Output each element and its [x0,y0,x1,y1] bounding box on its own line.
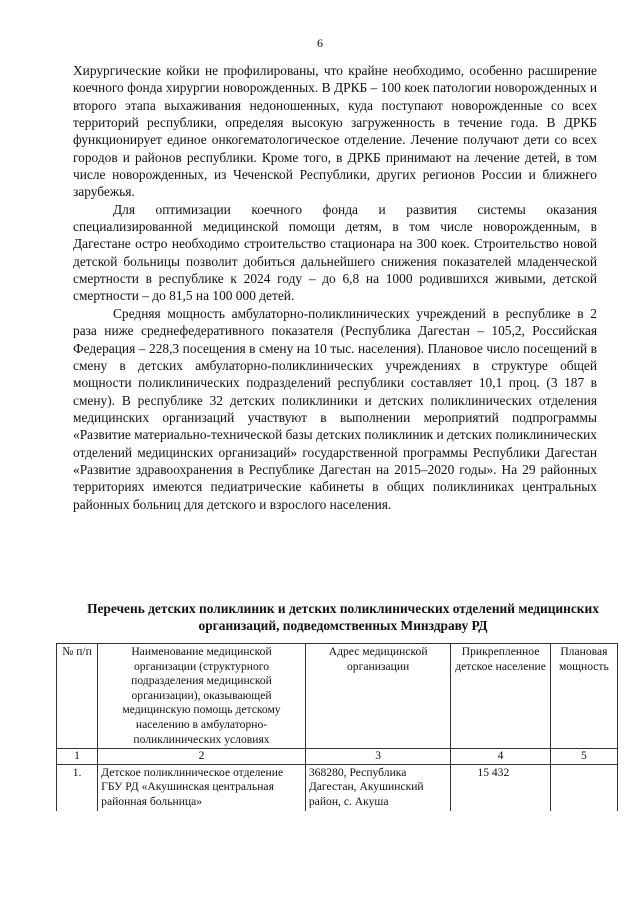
header-planned-capacity: Плановая мощность [550,644,617,749]
header-attached-population: Прикрепленное детское население [451,644,550,749]
paragraph: Хирургические койки не профилированы, что крайне необходимо, особенно расширение коечного фонда хирургии новорожденных. В ДРКБ – 100 коек патологии новорожденных и второго этапа выхаживания недоношенных, куда поступают новорожденные со всех территорий республики, определяя высокую загруженность в течение года. В ДРКБ функционирует единое онкогематологическое отделение. Лечение получают дети со всех городов и районов республики. Кроме того, в ДРКБ принимают на лечение детей, в том числе новорожденных, из Чеченской Республики, других регионов России и ближнего зарубежья. [73,63,597,200]
page-number: 6 [317,36,323,50]
header-address: Адрес медицинской организации [305,644,451,749]
table-header-row [57,644,618,749]
paragraph: Для оптимизации коечного фонда и развития системы оказания специализированной медицинской помощи детям, в том числе новорожденным, в Дагестане остро необходимо строительство стационара на 300 коек. Строительство новой детской больницы позволит добиться дальнейшего снижения показателей младенческой смертности в республике к 2024 году – до 6,8 на 1000 родившихся живыми, детской смертности – до 81,5 на 100 000 детей. [73,201,597,304]
header-organization-name: Наименование медицинской организации (структурного подразделения медицинской организации), оказывающей медицинскую помощь детскому населению в амбулаторно-поликлинических условиях [98,644,306,749]
column-number: 1 [57,749,98,765]
organizations-table [56,643,618,811]
planned-capacity [550,764,617,810]
header-number: № п/п [57,644,98,749]
body-text [73,62,597,513]
column-number-row [57,749,618,765]
column-number: 5 [550,749,617,765]
column-number: 2 [98,749,306,765]
table-row [57,764,618,810]
row-number: 1. [57,764,98,810]
paragraph: Средняя мощность амбулаторно-поликлинических учреждений в республике в 2 раза ниже среднефедеративного показателя (Республика Дагестан – 105,2, Российская Федерация – 228,3 посещения в смену на 10 тыс. населения). Плановое число посещений в смену в детских амбулаторно-поликлинических учреждениях в структуре общей мощности поликлинических подразделений республики составляет 10,1 проц. (3 187 в смену). В республике 32 детских поликлиники и детских поликлинических отделения медицинских организаций участвуют в выполнении мероприятий подпрограммы «Развитие материально-технической базы детских поликлиник и детских поликлинических отделений медицинских организаций» государственной программы Республики Дагестан «Развитие здравоохранения в Республике Дагестан на 2015–2020 годы». На 29 районных территориях имеются педиатрические кабинеты в общих поликлиниках центральных районных больниц для детского и взрослого населения. [73,305,597,512]
organization-name: Детское поликлиническое отделение ГБУ РД «Акушинская центральная районная больница» [98,764,306,810]
column-number: 4 [451,749,550,765]
column-number: 3 [305,749,451,765]
attached-population: 15 432 [451,764,550,810]
table-heading: Перечень детских поликлиник и детских поликлинических отделений медицинских организаций, подведомственных Минздраву РД [87,601,599,633]
organization-address: 368280, Республика Дагестан, Акушинский район, с. Акуша [305,764,451,810]
